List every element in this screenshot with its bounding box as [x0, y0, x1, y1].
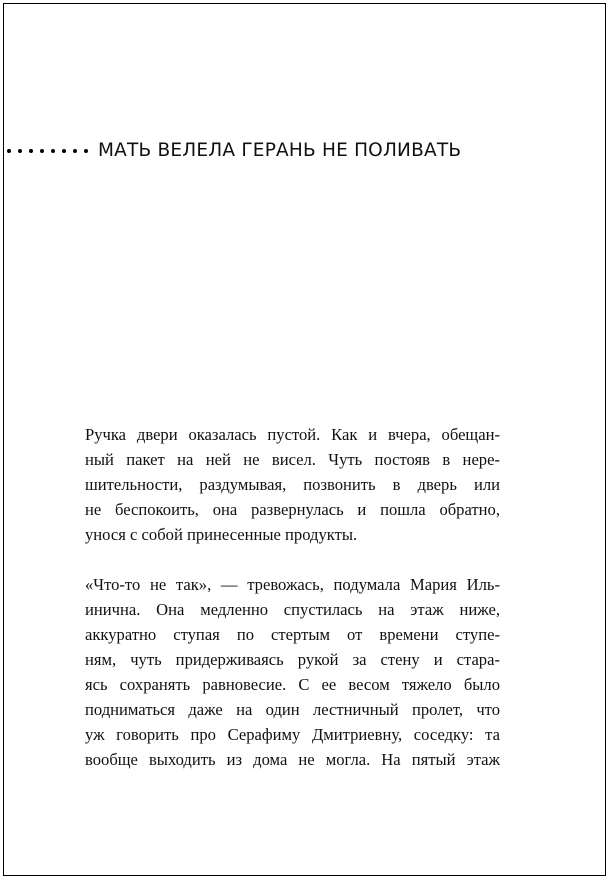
text-line: «Что-то не так», — тревожась, подумала Мария Иль- [85, 575, 500, 594]
leader-dot [7, 149, 11, 153]
paragraph-1 [85, 422, 500, 547]
text-line: аккуратно ступая по стертым от времени ступе- [85, 625, 500, 644]
text-line: не беспокоить, она развернулась и пошла обратно, [85, 500, 500, 519]
text-line: уж говорить про Серафиму Дмитриевну, соседку: та [85, 725, 500, 744]
text-line: вообще выходить из дома не могла. На пятый этаж [85, 750, 500, 769]
leader-dot [40, 149, 44, 153]
leader-dot [62, 149, 66, 153]
chapter-title: МАТЬ ВЕЛЕЛА ГЕРАНЬ НЕ ПОЛИВАТЬ [98, 140, 462, 161]
book-page [3, 3, 606, 876]
chapter-heading [4, 140, 461, 161]
leader-dot [84, 149, 88, 153]
leader-dot [29, 149, 33, 153]
leader-dot [18, 149, 22, 153]
leader-dot [73, 149, 77, 153]
paragraph-2 [85, 572, 500, 772]
text-line: Ручка двери оказалась пустой. Как и вчера, обещан- [85, 425, 500, 444]
text-line: инична. Она медленно спустилась на этаж ниже, [85, 600, 500, 619]
text-line: унося с собой принесенные продукты. [85, 525, 358, 544]
text-line: шительности, раздумывая, позвонить в дверь или [85, 475, 500, 494]
dotted-leader [7, 149, 88, 153]
text-line: ням, чуть придерживаясь рукой за стену и стара- [85, 650, 500, 669]
text-line: ный пакет на ней не висел. Чуть постояв в нере- [85, 450, 500, 469]
text-line: подниматься даже на один лестничный пролет, что [85, 700, 500, 719]
text-line: ясь сохранять равновесие. С ее весом тяжело было [85, 675, 500, 694]
leader-dot [51, 149, 55, 153]
